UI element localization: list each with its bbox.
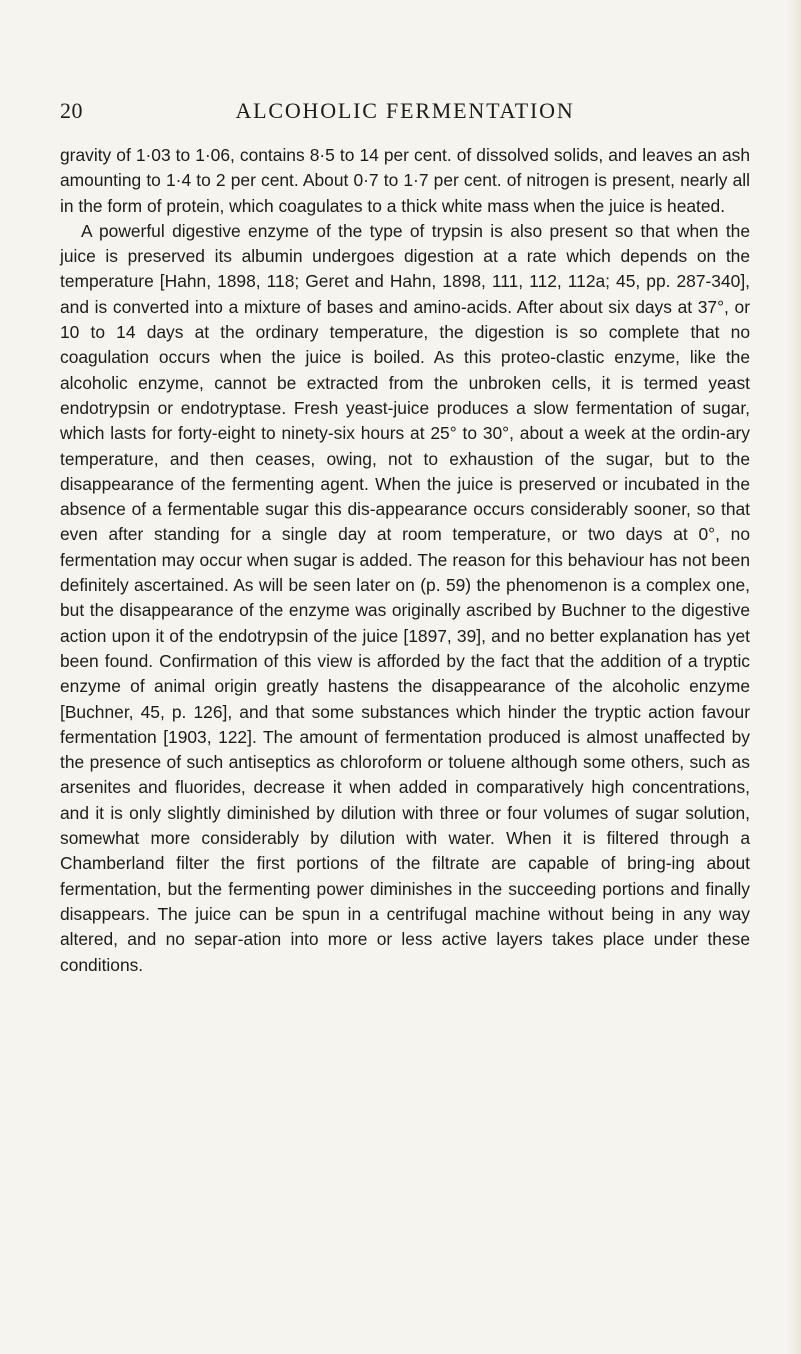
paragraph-trypsin: A powerful digestive enzyme of the type of trypsin is also present so that when the juice is preserved its albumin undergoes digestion at a rate which depends on the temperature [Hahn, 1898, 118; Geret and Hahn, 1898, 111, 112, 112a; 45, pp. 287-340], and is converted into a mixture of bases and amino-acids. After about six days at 37°, or 10 to 14 days at the ordinary temperature, the digestion is so complete that no coagulation occurs when the juice is boiled. As this proteo-clastic enzyme, like the alcoholic enzyme, cannot be extracted from the unbroken cells, it is termed yeast endotrypsin or endotryptase. Fresh yeast-juice produces a slow fermentation of sugar, which lasts for forty-eight to ninety-six hours at 25° to 30°, about a week at the ordin-ary temperature, and then ceases, owing, not to exhaustion of the sugar, but to the disappearance of the fermenting agent. When the juice is preserved or incubated in the absence of a fermentable sugar this dis-appearance occurs considerably sooner, so that even after standing for a single day at room temperature, or two days at 0°, no fermentation may occur when sugar is added. The reason for this behaviour has not been definitely ascertained. As will be seen later on (p. 59) the phenomenon is a complex one, but the disappearance of the enzyme was originally ascribed by Buchner to the digestive action upon it of the endotrypsin of the juice [1897, 39], and no better explanation has yet been found. Confirmation of this view is afforded by the fact that the addition of a tryptic enzyme of animal origin greatly hastens the disappearance of the alcoholic enzyme [Buchner, 45, p. 126], and that some substances which hinder the tryptic action favour fermentation [1903, 122]. The amount of fermentation produced is almost unaffected by the presence of such antiseptics as chloroform or toluene although some others, such as arsenites and fluorides, decrease it when added in comparatively high concentrations, and it is only slightly diminished by dilution with three or four volumes of sugar solution, somewhat more considerably by dilution with water. When it is filtered through a Chamberland filter the first portions of the filtrate are capable of bring-ing about fermentation, but the fermenting power diminishes in the succeeding portions and finally disappears. The juice can be spun in a centrifugal machine without being in any way altered, and no separ-ation into more or less active layers takes place under these conditions. xyxy=(60,220,750,975)
body-text xyxy=(60,143,750,978)
running-head xyxy=(60,96,750,126)
page-number: 20 xyxy=(60,98,83,123)
paragraph-continued: gravity of 1·03 to 1·06, contains 8·5 to 14 per cent. of dissolved solids, and leaves an ash amounting to 1·4 to 2 per cent. About 0·7 to 1·7 per cent. of nitrogen is present, nearly all in the form of protein, which coagulates to a thick white mass when the juice is heated. xyxy=(60,145,750,216)
running-title: ALCOHOLIC FERMENTATION xyxy=(235,98,575,123)
page-edge-shadow xyxy=(787,0,801,1354)
